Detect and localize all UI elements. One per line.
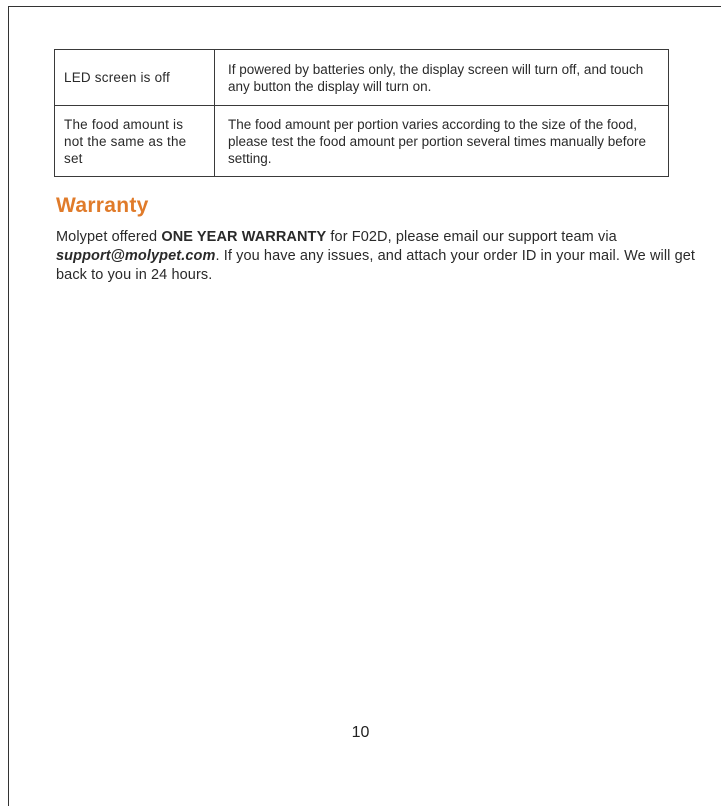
problem-cell: The food amount is not the same as the set <box>55 106 215 177</box>
warranty-text-part: Molypet offered <box>56 229 162 245</box>
page-number: 10 <box>351 724 370 741</box>
support-email-link[interactable]: support@molypet.com <box>56 248 216 264</box>
warranty-heading: Warranty <box>56 194 149 217</box>
warranty-text-part: . If you have any issues, and attach your order ID in your mail. We will get back to you in 24 hours. <box>56 248 696 283</box>
table-row <box>55 106 669 177</box>
table-row <box>55 50 669 106</box>
warranty-paragraph <box>56 228 696 285</box>
troubleshooting-table <box>54 49 669 177</box>
warranty-text-part: for F02D, please email our support team via <box>326 229 617 245</box>
solution-cell: The food amount per portion varies according to the size of the food, please test the food amount per portion several times manually before setting. <box>215 106 669 177</box>
solution-cell: If powered by batteries only, the display screen will turn off, and touch any button the display will turn on. <box>215 50 669 106</box>
problem-cell: LED screen is off <box>55 50 215 106</box>
warranty-term: ONE YEAR WARRANTY <box>161 229 327 245</box>
